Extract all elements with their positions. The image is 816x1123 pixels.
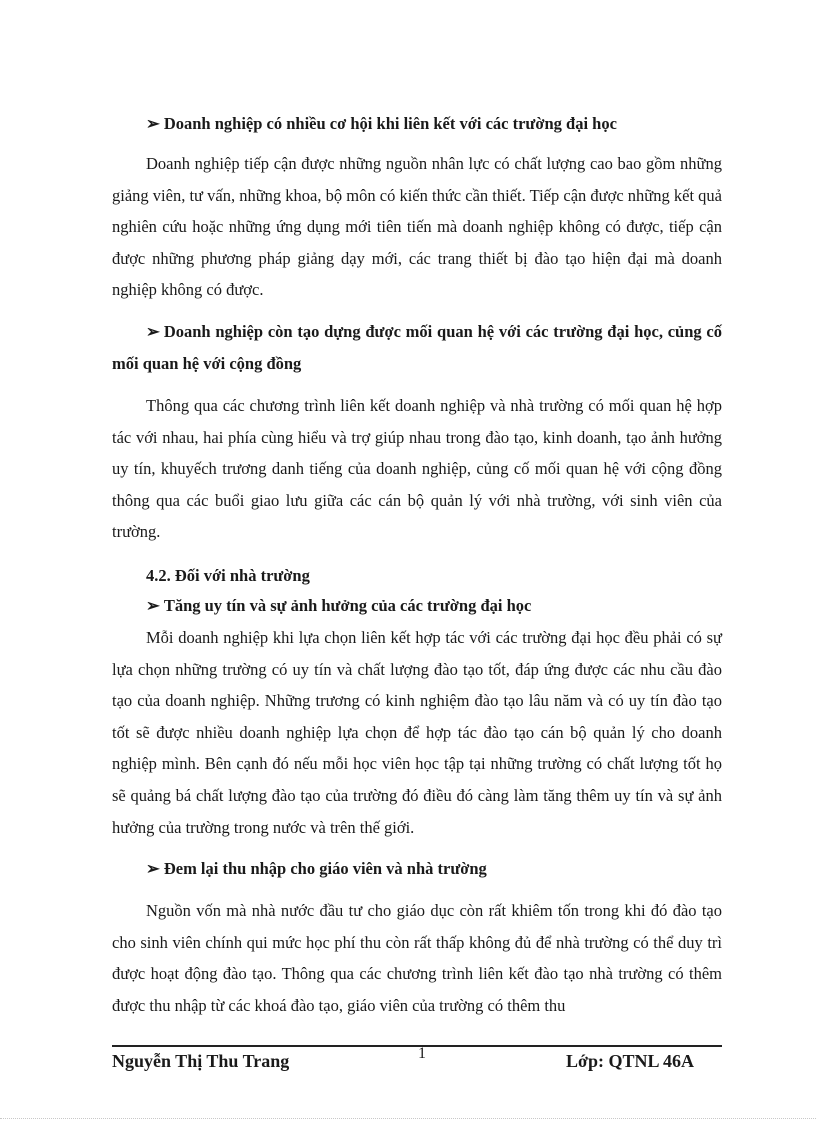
page-edge-divider [0,1118,816,1119]
heading-text: Doanh nghiệp còn tạo dựng được mối quan hệ với các trường đại học, củng cố mối quan hệ với cộng đồng [112,321,722,373]
page-body [112,108,722,1021]
footer-class-label: Lớp: QTNL 46A [566,1051,694,1071]
bullet-heading-1 [112,108,722,140]
paragraph-4: Nguồn vốn mà nhà nước đầu tư cho giáo dục còn rất khiêm tốn trong khi đó đào tạo cho sinh viên chính qui mức học phí thu còn rất thấp không đủ để nhà trường có thể duy trì được hoạt động đào tạo. Thông qua các chương trình liên kết đào tạo nhà trường có thêm được thu nhập từ các khoá đào tạo, giáo viên của trường có thêm thu [112,901,722,1015]
heading-text: Doanh nghiệp có nhiều cơ hội khi liên kết với các trường đại học [163,114,617,133]
arrow-bullet-icon: ➢ [146,859,160,879]
bullet-heading-2 [112,316,722,380]
paragraph-3: Mỗi doanh nghiệp khi lựa chọn liên kết hợp tác với các trường đại học đều phải có sự lựa chọn những trường có uy tín và chất lượng đào tạo tốt, đáp ứng được các nhu cầu đào tạo của doanh nghiệp. Những trương có kinh nghiệm đào tạo lâu năm và có uy tín đào tạo tốt sẽ được nhiều doanh nghiệp lựa chọn để hợp tác đào tạo cán bộ quản lý cho doanh nghiệp mình. Bên cạnh đó nếu mỗi học viên học tập tại những trường có chất lượng tốt họ sẽ quảng bá chất lượng đào tạo của trường đó điều đó càng làm tăng thêm uy tín và sự ảnh hưởng của trường trong nước và trên thế giới. [112,627,722,837]
arrow-bullet-icon: ➢ [146,321,160,341]
footer-author: Nguyễn Thị Thu Trang [112,1051,290,1071]
heading-text: Đem lại thu nhập cho giáo viên và nhà trường [163,859,487,879]
paragraph-2: Thông qua các chương trình liên kết doanh nghiệp và nhà trường có mối quan hệ hợp tác với nhau, hai phía cùng hiểu và trợ giúp nhau trong đào tạo, kinh doanh, tạo ảnh hưởng uy tín, khuyếch trương danh tiếng của doanh nghiệp, củng cố mối quan hệ với cộng đồng thông qua các buổi giao lưu giữa các cán bộ quản lý với nhà trường, với sinh viên của trường. [112,395,722,542]
page-footer [112,1045,722,1077]
paragraph-1: Doanh nghiệp tiếp cận được những nguồn nhân lực có chất lượng cao bao gồm những giảng viên, tư vấn, những khoa, bộ môn có kiến thức cần thiết. Tiếp cận được những kết quả nghiên cứu hoặc những ứng dụng mới tiên tiến mà doanh nghiệp không có được, tiếp cận được những phương pháp giảng dạy mới, các trang thiết bị đào tạo hiện đại mà doanh nghiệp không có được. [112,154,722,300]
section-title: 4.2. Đối với nhà trường [146,565,310,585]
page-number: 1 [418,1045,426,1062]
heading-text: Tăng uy tín và sự ảnh hưởng của các trường đại học [163,595,532,615]
bullet-heading-4 [112,853,722,885]
bullet-heading-3 [112,590,722,622]
arrow-bullet-icon: ➢ [146,595,160,615]
arrow-bullet-icon: ➢ [146,114,160,133]
